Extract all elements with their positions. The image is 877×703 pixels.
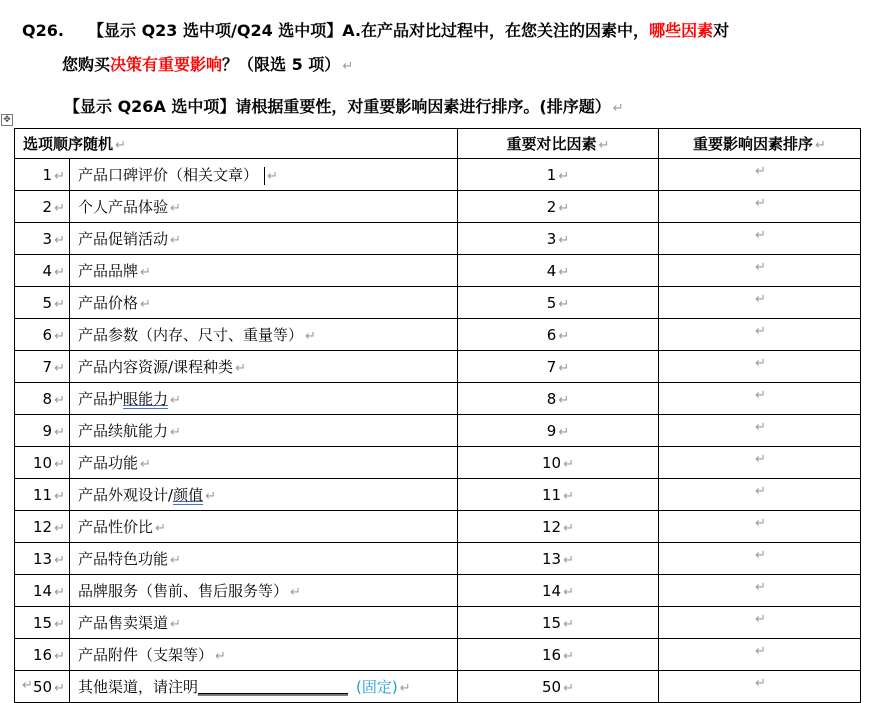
- row-number: 12 ↵: [15, 511, 70, 543]
- row-code: 10 ↵: [458, 447, 659, 479]
- row-code: 13 ↵: [458, 543, 659, 575]
- question-instruction: [64, 94, 624, 117]
- row-number: 9 ↵: [15, 415, 70, 447]
- question-line-1: [22, 18, 729, 41]
- row-label: 产品参数（内存、尺寸、重量等） ↵: [70, 319, 458, 351]
- rank-cell[interactable]: ↵: [659, 479, 861, 511]
- row-number: 10 ↵: [15, 447, 70, 479]
- row-code: 9 ↵: [458, 415, 659, 447]
- rank-cell[interactable]: ↵: [659, 447, 861, 479]
- factor-table: [14, 128, 861, 703]
- table-row: [15, 607, 861, 639]
- rank-cell[interactable]: ↵: [659, 319, 861, 351]
- row-number: 7 ↵: [15, 351, 70, 383]
- row-number: 14 ↵: [15, 575, 70, 607]
- grammar-underline: 颜值: [173, 486, 204, 504]
- table-row: [15, 479, 861, 511]
- row-code: 12 ↵: [458, 511, 659, 543]
- question-text-part4: ？（限选 5 项）: [222, 55, 341, 74]
- rank-cell[interactable]: ↵: [659, 671, 861, 703]
- row-label: 产品售卖渠道 ↵: [70, 607, 458, 639]
- rank-cell[interactable]: ↵: [659, 607, 861, 639]
- row-code: 15 ↵: [458, 607, 659, 639]
- rank-cell[interactable]: ↵: [659, 159, 861, 191]
- question-highlight-factors: 哪些因素: [649, 21, 714, 40]
- table-row: [15, 415, 861, 447]
- table-row: [15, 383, 861, 415]
- question-text-part2: 对: [713, 21, 730, 40]
- question-line-2: [62, 52, 353, 75]
- rank-cell[interactable]: ↵: [659, 639, 861, 671]
- table-row: [15, 351, 861, 383]
- row-code: 14 ↵: [458, 575, 659, 607]
- rank-cell[interactable]: ↵: [659, 255, 861, 287]
- row-number: 6 ↵: [15, 319, 70, 351]
- row-code: 1 ↵: [458, 159, 659, 191]
- row-number: 2 ↵: [15, 191, 70, 223]
- row-number: 5 ↵: [15, 287, 70, 319]
- row-label: 产品附件（支架等） ↵: [70, 639, 458, 671]
- row-number: 13 ↵: [15, 543, 70, 575]
- rank-cell[interactable]: ↵: [659, 415, 861, 447]
- row-number: 16 ↵: [15, 639, 70, 671]
- row-code: 2 ↵: [458, 191, 659, 223]
- row-label-other: 其他渠道，请注明____________________ (固定) ↵: [70, 671, 458, 703]
- other-specify-blank[interactable]: ____________________: [198, 678, 349, 696]
- table-row: [15, 511, 861, 543]
- paragraph-mark-icon: ↵: [22, 678, 33, 693]
- instruction-text: 【显示 Q26A 选中项】请根据重要性，对重要影响因素进行排序。(排序题）: [64, 97, 611, 116]
- row-label: 产品护眼能力 ↵: [70, 383, 458, 415]
- table-row: [15, 639, 861, 671]
- row-label: 产品外观设计/颜值 ↵: [70, 479, 458, 511]
- row-label: 品牌服务（售前、售后服务等） ↵: [70, 575, 458, 607]
- row-code: 16 ↵: [458, 639, 659, 671]
- table-move-handle-icon[interactable]: ✥: [1, 114, 13, 126]
- row-code: 4 ↵: [458, 255, 659, 287]
- grammar-underline: 眼能力: [123, 390, 169, 408]
- question-text-part1: 【显示 Q23 选中项/Q24 选中项】A.在产品对比过程中，在您关注的因素中，: [88, 21, 650, 40]
- header-compare-factor: 重要对比因素 ↵: [458, 129, 659, 159]
- row-code: 6 ↵: [458, 319, 659, 351]
- table-row: [15, 319, 861, 351]
- row-label: 产品特色功能 ↵: [70, 543, 458, 575]
- question-highlight-decision: 决策有重要影响: [110, 55, 223, 74]
- header-option-order: 选项顺序随机 ↵: [15, 129, 458, 159]
- table-row: [15, 191, 861, 223]
- row-label: 产品品牌 ↵: [70, 255, 458, 287]
- table-row: [15, 223, 861, 255]
- row-label: 产品内容资源/课程种类 ↵: [70, 351, 458, 383]
- table-row-other: [15, 671, 861, 703]
- paragraph-mark-icon: ↵: [342, 59, 354, 74]
- row-label: 产品功能 ↵: [70, 447, 458, 479]
- rank-cell[interactable]: ↵: [659, 383, 861, 415]
- row-number: 1 ↵: [15, 159, 70, 191]
- row-code: 5 ↵: [458, 287, 659, 319]
- row-number: 8 ↵: [15, 383, 70, 415]
- row-label: 产品价格 ↵: [70, 287, 458, 319]
- table-row: [15, 575, 861, 607]
- row-number: 4 ↵: [15, 255, 70, 287]
- table-row: [15, 287, 861, 319]
- rank-cell[interactable]: ↵: [659, 191, 861, 223]
- table-row: [15, 543, 861, 575]
- row-code: 8 ↵: [458, 383, 659, 415]
- rank-cell[interactable]: ↵: [659, 351, 861, 383]
- table-row: [15, 447, 861, 479]
- rank-cell[interactable]: ↵: [659, 223, 861, 255]
- row-label: 产品续航能力 ↵: [70, 415, 458, 447]
- text-cursor: [264, 167, 265, 185]
- paragraph-mark-icon: ↵: [612, 101, 624, 116]
- row-label: 产品性价比 ↵: [70, 511, 458, 543]
- header-rank: 重要影响因素排序 ↵: [659, 129, 861, 159]
- rank-cell[interactable]: ↵: [659, 511, 861, 543]
- rank-cell[interactable]: ↵: [659, 543, 861, 575]
- row-code: 11 ↵: [458, 479, 659, 511]
- row-number: 15 ↵: [15, 607, 70, 639]
- row-code: 3 ↵: [458, 223, 659, 255]
- row-code: 7 ↵: [458, 351, 659, 383]
- row-label: 产品口碑评价（相关文章） ↵: [70, 159, 458, 191]
- rank-cell[interactable]: ↵: [659, 287, 861, 319]
- table-header-row: [15, 129, 861, 159]
- fixed-tag: (固定): [356, 678, 398, 696]
- table-row: [15, 159, 861, 191]
- table-row: [15, 255, 861, 287]
- row-code: 50 ↵: [458, 671, 659, 703]
- row-number: 3 ↵: [15, 223, 70, 255]
- row-number: 50 ↵: [15, 671, 70, 703]
- row-label: 产品促销活动 ↵: [70, 223, 458, 255]
- row-label: 个人产品体验 ↵: [70, 191, 458, 223]
- question-text-part3: 您购买: [62, 55, 111, 74]
- rank-cell[interactable]: ↵: [659, 575, 861, 607]
- question-number: Q26.: [22, 21, 64, 40]
- row-number: 11 ↵: [15, 479, 70, 511]
